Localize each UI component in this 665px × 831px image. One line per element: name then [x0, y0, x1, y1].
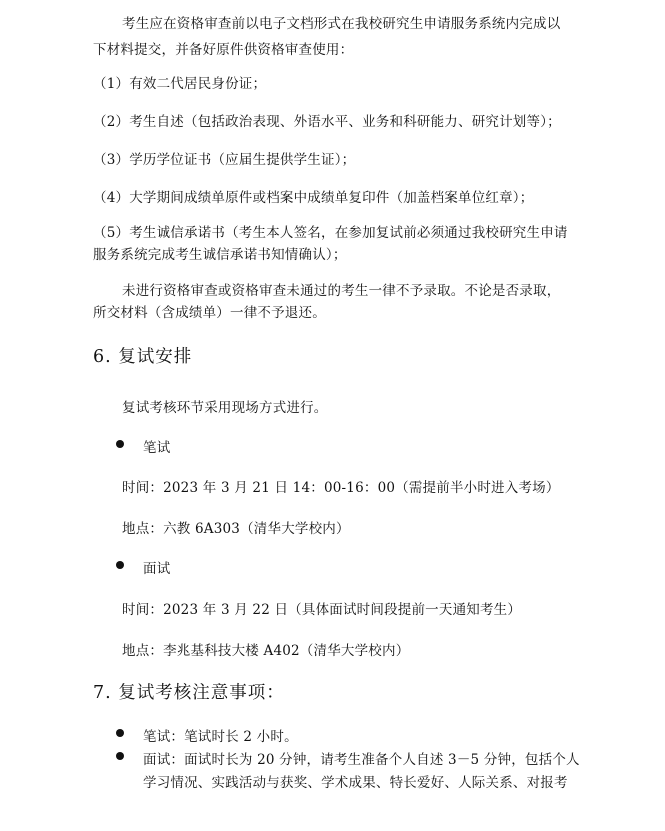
- interview-label: 面试: [143, 561, 171, 577]
- bullet-icon: [116, 752, 124, 760]
- section-6-heading: 6. 复试安排: [93, 347, 193, 367]
- material-item-1: （1）有效二代居民身份证；: [93, 76, 267, 92]
- material-item-4: （4）大学期间成绩单原件或档案中成绩单复印件（加盖档案单位红章）；: [93, 190, 534, 206]
- section-7-heading: 7. 复试考核注意事项：: [93, 683, 285, 703]
- material-item-2: （2）考生自述（包括政治表现、外语水平、业务和科研能力、研究计划等）；: [93, 114, 561, 130]
- section-6-intro: 复试考核环节采用现场方式进行。: [122, 400, 328, 416]
- notice-line-1: 未进行资格审查或资格审查未通过的考生一律不予录取。不论是否录取，: [122, 283, 561, 299]
- interview-place: 地点：李兆基科技大楼 A402（清华大学校内）: [122, 643, 410, 659]
- intro-line-2: 下材料提交，并备好原件供资格审查使用：: [93, 42, 354, 58]
- interview-time: 时间：2023 年 3 月 22 日（具体面试时间段提前一天通知考生）: [122, 602, 522, 618]
- material-item-5-line-2: 服务系统完成考生诚信承诺书知情确认）；: [93, 247, 347, 263]
- written-exam-label: 笔试: [143, 440, 171, 456]
- written-exam-time: 时间：2023 年 3 月 21 日 14：00-16：00（需提前半小时进入考场）: [122, 480, 560, 496]
- note-item-1: 笔试：笔试时长 2 小时。: [143, 729, 298, 745]
- bullet-icon: [116, 729, 124, 737]
- bullet-icon: [116, 561, 124, 569]
- written-exam-place: 地点：六教 6A303（清华大学校内）: [122, 521, 350, 537]
- material-item-5-line-1: （5）考生诚信承诺书（考生本人签名，在参加复试前必须通过我校研究生申请: [93, 225, 568, 241]
- notice-line-2: 所交材料（含成绩单）一律不予退还。: [93, 305, 326, 321]
- note-item-2-line-2: 学习情况、实践活动与获奖、学术成果、特长爱好、人际关系、对报考: [143, 775, 568, 791]
- material-item-3: （3）学历学位证书（应届生提供学生证）；: [93, 152, 356, 168]
- bullet-icon: [116, 440, 124, 448]
- note-item-2-line-1: 面试：面试时长为 20 分钟，请考生准备个人自述 3－5 分钟，包括个人: [143, 752, 580, 768]
- intro-line-1: 考生应在资格审查前以电子文档形式在我校研究生申请服务系统内完成以: [122, 16, 561, 32]
